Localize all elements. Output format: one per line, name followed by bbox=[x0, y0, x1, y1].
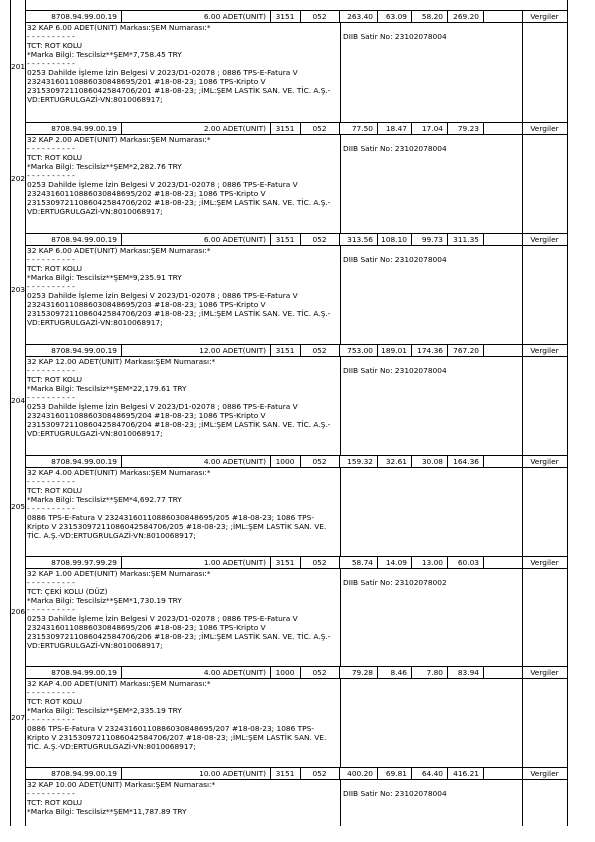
header-column-divider bbox=[377, 455, 378, 467]
tax-column-divider bbox=[522, 467, 523, 556]
regime-code: 3151 bbox=[275, 235, 295, 244]
header-column-divider bbox=[121, 344, 122, 356]
regime-code: 1000 bbox=[275, 668, 295, 677]
hs-code: 8708.94.99.00.19 bbox=[51, 668, 117, 677]
header-column-divider bbox=[483, 767, 484, 779]
header-column-divider bbox=[121, 556, 122, 568]
item-description: 32 KAP 4.00 ADET(UNIT) Markası:ŞEM Numarası:* - - - - - - - - - - TCT: ROT KOLU *Marka Bilgi: Tescilsiz**ŞEM*4,692.77 TRY - - - - - - - - - - 0886 TPS-E-Fatura V 23243160110886030848695/205 #18-08-23; 1086 TPS-Kripto V 23153097211086042584706/205 #18-08-23; ;İML:ŞEM LASTİK SAN. VE. TİC. A.Ş.-VD:ERTUGRULGAZİ-VN:8010068917; bbox=[27, 468, 327, 540]
quantity: 4.00 ADET(UNIT) bbox=[203, 457, 266, 466]
country-code: 052 bbox=[312, 124, 327, 133]
row-number: 203 bbox=[11, 284, 26, 294]
tax-column-divider bbox=[522, 245, 523, 344]
amount-1: 263.40 bbox=[347, 12, 373, 21]
header-column-divider bbox=[447, 455, 448, 467]
amount-2: 8.46 bbox=[390, 668, 407, 677]
amount-4: 311.35 bbox=[453, 235, 479, 244]
header-column-divider bbox=[300, 344, 301, 356]
tax-column-divider bbox=[522, 678, 523, 767]
header-column-divider bbox=[411, 344, 412, 356]
header-column-divider bbox=[447, 556, 448, 568]
amount-2: 69.81 bbox=[385, 769, 407, 778]
row-number: 204 bbox=[11, 395, 26, 405]
regime-code: 3151 bbox=[275, 12, 295, 21]
block-top-line bbox=[25, 455, 567, 456]
outer-left-border bbox=[10, 0, 11, 826]
tax-column-divider bbox=[522, 356, 523, 455]
header-column-divider bbox=[121, 666, 122, 678]
item-description: 32 KAP 12.00 ADET(UNIT) Markası:ŞEM Numarası:* - - - - - - - - - - TCT: ROT KOLU *Marka Bilgi: Tescilsiz**ŞEM*22,179.61 TRY - - - - - - - - - - 0253 Dahilde İşleme İzin Belgesi V 2023/D1-02078 ; 0886 TPS-E-Fatura V 23243160110886030848695/204 #18-08-23; 1086 TPS-Kripto V 23153097211086042584706/204 #18-08-23; ;İML:ŞEM LASTİK SAN. VE. TİC. A.Ş.-VD:ERTUGRULGAZİ-VN:8010068917; bbox=[27, 357, 331, 438]
header-column-divider bbox=[270, 556, 271, 568]
tax-label: Vergiler bbox=[530, 12, 559, 21]
amount-1: 77.50 bbox=[351, 124, 373, 133]
country-code: 052 bbox=[312, 558, 327, 567]
header-column-divider bbox=[339, 233, 340, 245]
tax-column-divider bbox=[522, 134, 523, 233]
header-column-divider bbox=[300, 233, 301, 245]
regime-code: 3151 bbox=[275, 769, 295, 778]
description-divider bbox=[340, 678, 341, 767]
tax-label: Vergiler bbox=[530, 346, 559, 355]
header-column-divider bbox=[522, 122, 523, 134]
amount-2: 18.47 bbox=[385, 124, 407, 133]
quantity: 10.00 ADET(UNIT) bbox=[199, 769, 266, 778]
regime-code: 3151 bbox=[275, 124, 295, 133]
hs-code: 8708.94.99.00.19 bbox=[51, 457, 117, 466]
header-column-divider bbox=[377, 233, 378, 245]
header-column-divider bbox=[300, 10, 301, 22]
block-top-line bbox=[25, 556, 567, 557]
amount-3: 17.04 bbox=[421, 124, 443, 133]
tax-label: Vergiler bbox=[530, 558, 559, 567]
tax-column-divider bbox=[522, 779, 523, 826]
header-column-divider bbox=[339, 10, 340, 22]
amount-3: 30.08 bbox=[421, 457, 443, 466]
amount-2: 189.01 bbox=[381, 346, 407, 355]
amount-4: 416.21 bbox=[453, 769, 479, 778]
description-divider bbox=[340, 245, 341, 344]
diib-line-number: DIIB Satir No: 23102078004 bbox=[343, 144, 447, 153]
quantity: 12.00 ADET(UNIT) bbox=[199, 346, 266, 355]
amount-2: 63.09 bbox=[385, 12, 407, 21]
block-top-line bbox=[25, 767, 567, 768]
header-column-divider bbox=[377, 767, 378, 779]
amount-4: 79.23 bbox=[457, 124, 479, 133]
regime-code: 3151 bbox=[275, 346, 295, 355]
regime-code: 3151 bbox=[275, 558, 295, 567]
amount-4: 164.36 bbox=[453, 457, 479, 466]
amount-1: 58.74 bbox=[351, 558, 373, 567]
header-column-divider bbox=[121, 233, 122, 245]
header-column-divider bbox=[483, 344, 484, 356]
item-description: 32 KAP 6.00 ADET(UNIT) Markası:ŞEM Numarası:* - - - - - - - - - - TCT: ROT KOLU *Marka Bilgi: Tescilsiz**ŞEM*7,758.45 TRY - - - - - - - - - - 0253 Dahilde İşleme İzin Belgesi V 2023/D1-02078 ; 0886 TPS-E-Fatura V 23243160110886030848695/201 #18-08-23; 1086 TPS-Kripto V 23153097211086042584706/201 #18-08-23; ;İML:ŞEM LASTİK SAN. VE. TİC. A.Ş.-VD:ERTUGRULGAZİ-VN:8010068917; bbox=[27, 23, 331, 104]
header-column-divider bbox=[483, 455, 484, 467]
header-column-divider bbox=[522, 10, 523, 22]
country-code: 052 bbox=[312, 668, 327, 677]
block-top-line bbox=[25, 122, 567, 123]
tax-label: Vergiler bbox=[530, 124, 559, 133]
header-column-divider bbox=[270, 344, 271, 356]
description-divider bbox=[340, 779, 341, 826]
header-column-divider bbox=[121, 122, 122, 134]
header-column-divider bbox=[483, 122, 484, 134]
header-column-divider bbox=[522, 233, 523, 245]
header-column-divider bbox=[411, 10, 412, 22]
tax-label: Vergiler bbox=[530, 769, 559, 778]
amount-1: 753.00 bbox=[347, 346, 373, 355]
header-column-divider bbox=[121, 455, 122, 467]
tax-label: Vergiler bbox=[530, 457, 559, 466]
header-column-divider bbox=[339, 122, 340, 134]
row-number: 205 bbox=[11, 501, 26, 511]
header-column-divider bbox=[522, 556, 523, 568]
header-column-divider bbox=[300, 122, 301, 134]
header-column-divider bbox=[483, 666, 484, 678]
quantity: 6.00 ADET(UNIT) bbox=[203, 12, 266, 21]
header-column-divider bbox=[377, 122, 378, 134]
amount-4: 83.94 bbox=[457, 668, 479, 677]
header-column-divider bbox=[270, 10, 271, 22]
hs-code: 8708.94.99.00.19 bbox=[51, 769, 117, 778]
amount-4: 60.03 bbox=[457, 558, 479, 567]
header-column-divider bbox=[522, 344, 523, 356]
diib-line-number: DIIB Satir No: 23102078004 bbox=[343, 366, 447, 375]
header-column-divider bbox=[339, 666, 340, 678]
header-column-divider bbox=[483, 233, 484, 245]
amount-3: 174.36 bbox=[417, 346, 443, 355]
header-column-divider bbox=[483, 556, 484, 568]
header-column-divider bbox=[483, 10, 484, 22]
item-description: 32 KAP 4.00 ADET(UNIT) Markası:ŞEM Numarası:* - - - - - - - - - - TCT: ROT KOLU *Marka Bilgi: Tescilsiz**ŞEM*2,335.19 TRY - - - - - - - - - - 0886 TPS-E-Fatura V 23243160110886030848695/207 #18-08-23; 1086 TPS-Kripto V 23153097211086042584706/207 #18-08-23; ;İML:ŞEM LASTİK SAN. VE. TİC. A.Ş.-VD:ERTUGRULGAZİ-VN:8010068917; bbox=[27, 679, 327, 751]
amount-1: 313.56 bbox=[347, 235, 373, 244]
description-divider bbox=[340, 568, 341, 666]
header-column-divider bbox=[121, 10, 122, 22]
header-column-divider bbox=[411, 455, 412, 467]
description-divider bbox=[340, 22, 341, 122]
country-code: 052 bbox=[312, 457, 327, 466]
quantity: 6.00 ADET(UNIT) bbox=[203, 235, 266, 244]
header-column-divider bbox=[300, 666, 301, 678]
header-column-divider bbox=[447, 767, 448, 779]
header-column-divider bbox=[447, 666, 448, 678]
header-column-divider bbox=[377, 666, 378, 678]
amount-2: 14.09 bbox=[385, 558, 407, 567]
row-number-divider bbox=[25, 0, 26, 826]
diib-line-number: DIIB Satir No: 23102078004 bbox=[343, 32, 447, 41]
quantity: 1.00 ADET(UNIT) bbox=[203, 558, 266, 567]
row-number: 202 bbox=[11, 173, 26, 183]
header-column-divider bbox=[447, 122, 448, 134]
country-code: 052 bbox=[312, 769, 327, 778]
amount-3: 13.00 bbox=[421, 558, 443, 567]
amount-3: 7.80 bbox=[426, 668, 443, 677]
amount-4: 269.20 bbox=[453, 12, 479, 21]
amount-3: 64.40 bbox=[421, 769, 443, 778]
tax-label: Vergiler bbox=[530, 235, 559, 244]
hs-code: 8708.94.99.00.19 bbox=[51, 235, 117, 244]
item-description: 32 KAP 10.00 ADET(UNIT) Markası:ŞEM Numarası:* - - - - - - - - - - TCT: ROT KOLU *Marka Bilgi: Tescilsiz**ŞEM*11,787.89 TRY bbox=[27, 780, 216, 816]
header-column-divider bbox=[377, 556, 378, 568]
header-column-divider bbox=[447, 344, 448, 356]
diib-line-number: DIIB Satir No: 23102078004 bbox=[343, 789, 447, 798]
header-column-divider bbox=[522, 767, 523, 779]
country-code: 052 bbox=[312, 235, 327, 244]
regime-code: 1000 bbox=[275, 457, 295, 466]
header-column-divider bbox=[339, 455, 340, 467]
tax-label: Vergiler bbox=[530, 668, 559, 677]
hs-code: 8708.94.99.00.19 bbox=[51, 124, 117, 133]
amount-3: 58.20 bbox=[421, 12, 443, 21]
amount-2: 32.61 bbox=[385, 457, 407, 466]
tax-column-divider bbox=[522, 568, 523, 666]
hs-code: 8708.94.99.00.19 bbox=[51, 12, 117, 21]
outer-right-border bbox=[567, 0, 568, 826]
row-number: 201 bbox=[11, 62, 26, 71]
header-column-divider bbox=[447, 233, 448, 245]
row-number: 206 bbox=[11, 607, 26, 616]
country-code: 052 bbox=[312, 346, 327, 355]
header-column-divider bbox=[522, 455, 523, 467]
header-column-divider bbox=[377, 344, 378, 356]
amount-4: 767.20 bbox=[453, 346, 479, 355]
country-code: 052 bbox=[312, 12, 327, 21]
header-column-divider bbox=[270, 122, 271, 134]
block-top-line bbox=[25, 666, 567, 667]
description-divider bbox=[340, 467, 341, 556]
header-column-divider bbox=[411, 767, 412, 779]
item-description: 32 KAP 2.00 ADET(UNIT) Markası:ŞEM Numarası:* - - - - - - - - - - TCT: ROT KOLU *Marka Bilgi: Tescilsiz**ŞEM*2,282.76 TRY - - - - - - - - - - 0253 Dahilde İşleme İzin Belgesi V 2023/D1-02078 ; 0886 TPS-E-Fatura V 23243160110886030848695/202 #18-08-23; 1086 TPS-Kripto V 23153097211086042584706/202 #18-08-23; ;İML:ŞEM LASTİK SAN. VE. TİC. A.Ş.-VD:ERTUGRULGAZİ-VN:8010068917; bbox=[27, 135, 331, 216]
header-column-divider bbox=[270, 455, 271, 467]
header-column-divider bbox=[411, 233, 412, 245]
tax-column-divider bbox=[522, 22, 523, 122]
header-column-divider bbox=[339, 344, 340, 356]
description-divider bbox=[340, 134, 341, 233]
header-column-divider bbox=[270, 233, 271, 245]
item-description: 32 KAP 1.00 ADET(UNIT) Markası:ŞEM Numarası:* - - - - - - - - - - TCT: ÇEKİ KOLU (DÜZ) *Marka Bilgi: Tescilsiz**ŞEM*1,730.19 TRY - - - - - - - - - - 0253 Dahilde İşleme İzin Belgesi V 2023/D1-02078 ; 0886 TPS-E-Fatura V 23243160110886030848695/206 #18-08-23; 1086 TPS-Kripto V 23153097211086042584706/206 #18-08-23; ;İML:ŞEM LASTİK SAN. VE. TİC. A.Ş.-VD:ERTUGRULGAZİ-VN:8010068917; bbox=[27, 569, 331, 650]
block-top-line bbox=[25, 233, 567, 234]
header-column-divider bbox=[339, 556, 340, 568]
description-divider bbox=[340, 356, 341, 455]
header-column-divider bbox=[411, 122, 412, 134]
header-column-divider bbox=[447, 10, 448, 22]
header-column-divider bbox=[411, 556, 412, 568]
amount-1: 79.28 bbox=[351, 668, 373, 677]
amount-1: 400.20 bbox=[347, 769, 373, 778]
block-top-line bbox=[25, 344, 567, 345]
hs-code: 8708.94.99.00.19 bbox=[51, 346, 117, 355]
header-column-divider bbox=[121, 767, 122, 779]
header-column-divider bbox=[411, 666, 412, 678]
row-number: 207 bbox=[11, 712, 26, 722]
header-column-divider bbox=[270, 666, 271, 678]
header-column-divider bbox=[339, 767, 340, 779]
header-column-divider bbox=[270, 767, 271, 779]
hs-code: 8708.99.97.99.29 bbox=[51, 558, 117, 567]
header-column-divider bbox=[300, 767, 301, 779]
diib-line-number: DIIB Satir No: 23102078002 bbox=[343, 578, 447, 587]
block-top-line bbox=[25, 10, 567, 11]
diib-line-number: DIIB Satir No: 23102078004 bbox=[343, 255, 447, 264]
header-column-divider bbox=[377, 10, 378, 22]
amount-3: 99.73 bbox=[421, 235, 443, 244]
quantity: 4.00 ADET(UNIT) bbox=[203, 668, 266, 677]
header-column-divider bbox=[522, 666, 523, 678]
item-description: 32 KAP 6.00 ADET(UNIT) Markası:ŞEM Numarası:* - - - - - - - - - - TCT: ROT KOLU *Marka Bilgi: Tescilsiz**ŞEM*9,235.91 TRY - - - - - - - - - - 0253 Dahilde İşleme İzin Belgesi V 2023/D1-02078 ; 0886 TPS-E-Fatura V 23243160110886030848695/203 #18-08-23; 1086 TPS-Kripto V 23153097211086042584706/203 #18-08-23; ;İML:ŞEM LASTİK SAN. VE. TİC. A.Ş.-VD:ERTUGRULGAZİ-VN:8010068917; bbox=[27, 246, 331, 327]
quantity: 2.00 ADET(UNIT) bbox=[203, 124, 266, 133]
header-column-divider bbox=[300, 455, 301, 467]
amount-1: 159.32 bbox=[347, 457, 373, 466]
header-column-divider bbox=[300, 556, 301, 568]
amount-2: 108.10 bbox=[381, 235, 407, 244]
